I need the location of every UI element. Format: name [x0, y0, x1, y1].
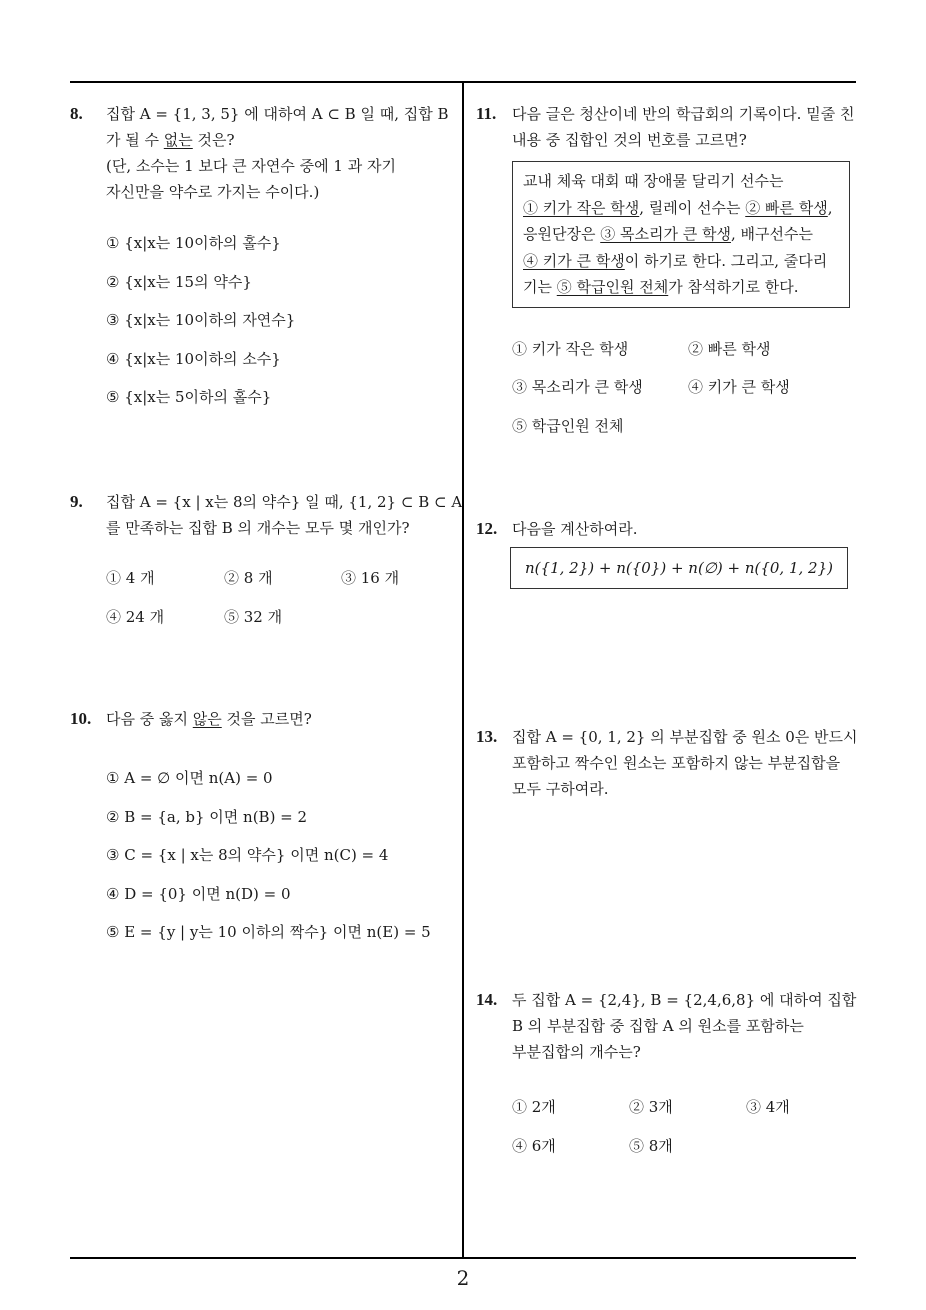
question-10 — [70, 706, 455, 952]
question-stem: 집합 A = {x | x는 8의 약수} 일 때, {1, 2} ⊂ B ⊂ A 를 만족하는 집합 B 의 개수는 모두 몇 개인가? — [106, 493, 463, 537]
question-8 — [70, 101, 455, 417]
question-number: 12. — [476, 519, 498, 538]
question-number: 8. — [70, 104, 83, 123]
choice-3[interactable]: ③ 4개 — [746, 1098, 790, 1116]
column-divider — [462, 82, 464, 1258]
question-stem: 집합 A = {0, 1, 2} 의 부분집합 중 원소 0은 반드시 포함하고 짝수인 원소는 포함하지 않는 부분집합을 모두 구하여라. — [512, 728, 858, 798]
emphasis-underline: 없는 — [163, 131, 193, 149]
answer-choices — [106, 224, 455, 417]
question-stem: 두 집합 A = {2,4}, B = {2,4,6,8} 에 대하여 집합 B 의 부분집합 중 집합 A 의 원소를 포함하는 부분집합의 개수는? — [512, 991, 857, 1061]
question-number: 10. — [70, 709, 92, 728]
question-number: 13. — [476, 727, 498, 746]
choice-5[interactable]: ⑤ 8개 — [629, 1136, 673, 1155]
choice-1[interactable]: ① A = ∅ 이면 n(A) = 0 — [106, 769, 273, 787]
choice-3[interactable]: ③ 16 개 — [341, 569, 400, 587]
choice-2[interactable]: ② 8 개 — [224, 569, 273, 587]
choice-1[interactable]: ① 키가 작은 학생 — [512, 339, 629, 358]
passage-box: 교내 체육 대회 때 장애물 달리기 선수는 ① 키가 작은 학생, 릴레이 선수는 ② 빠른 학생, 응원단장은 ③ 목소리가 큰 학생, 배구선수는 ④ 키가 큰 학생이 하기로 한다. 그리고, 줄다리 기는 ⑤ 학급인원 전체가 참석하기로 한다. — [512, 161, 850, 308]
choice-5[interactable]: ⑤ {x|x는 5이하의 홀수} — [106, 388, 272, 406]
choice-4[interactable]: ④ D = {0} 이면 n(D) = 0 — [106, 884, 291, 903]
choice-4[interactable]: ④ 6개 — [512, 1136, 556, 1155]
question-stem: 다음 글은 청산이네 반의 학급회의 기록이다. 밑줄 친 내용 중 집합인 것의 번호를 고르면? — [512, 105, 855, 149]
question-number: 14. — [476, 990, 498, 1009]
choice-2[interactable]: ② {x|x는 15의 약수} — [106, 272, 252, 291]
page-number: 2 — [456, 1266, 470, 1290]
choice-2[interactable]: ② 3개 — [629, 1098, 673, 1116]
choice-3[interactable]: ③ 목소리가 큰 학생 — [512, 378, 643, 396]
emphasis-underline: 않은 — [192, 710, 222, 728]
question-12 — [476, 516, 856, 589]
choice-4[interactable]: ④ 키가 큰 학생 — [688, 378, 790, 396]
bottom-rule — [70, 1257, 856, 1259]
question-13 — [476, 724, 861, 802]
choice-3[interactable]: ③ C = {x | x는 8의 약수} 이면 n(C) = 4 — [106, 846, 389, 864]
question-11 — [476, 101, 856, 445]
choice-4[interactable]: ④ 24 개 — [106, 607, 165, 626]
answer-choices — [512, 330, 856, 446]
question-stem: 다음을 계산하여라. — [512, 520, 638, 538]
question-stem: 집합 A = {1, 3, 5} 에 대하여 A ⊂ B 일 때, 집합 B 가 될 수 없는 것은? (단, 소수는 1 보다 큰 자연수 중에 1 과 자기 자신만을 약수로 가지는 수이다.) — [106, 105, 449, 201]
question-number: 11. — [476, 104, 497, 123]
choice-1[interactable]: ① 4 개 — [106, 569, 155, 587]
choice-3[interactable]: ③ {x|x는 10이하의 자연수} — [106, 311, 296, 329]
answer-choices — [106, 759, 455, 952]
choice-1[interactable]: ① {x|x는 10이하의 홀수} — [106, 234, 281, 252]
choice-5[interactable]: ⑤ 학급인원 전체 — [512, 416, 624, 435]
choice-1[interactable]: ① 2개 — [512, 1098, 556, 1116]
choice-4[interactable]: ④ {x|x는 10이하의 소수} — [106, 349, 281, 368]
choice-2[interactable]: ② 빠른 학생 — [688, 339, 771, 358]
choice-5[interactable]: ⑤ E = {y | y는 10 이하의 짝수} 이면 n(E) = 5 — [106, 923, 431, 941]
question-9 — [70, 489, 463, 636]
answer-choices — [106, 559, 455, 636]
answer-choices — [512, 1088, 856, 1165]
formula-box: n({1, 2}) + n({0}) + n(∅) + n({0, 1, 2}) — [510, 547, 848, 589]
choice-2[interactable]: ② B = {a, b} 이면 n(B) = 2 — [106, 807, 308, 826]
question-stem: 다음 중 옳지 않은 것을 고르면? — [106, 710, 312, 728]
question-14 — [476, 987, 856, 1165]
choice-5[interactable]: ⑤ 32 개 — [224, 607, 283, 626]
question-number: 9. — [70, 492, 83, 511]
